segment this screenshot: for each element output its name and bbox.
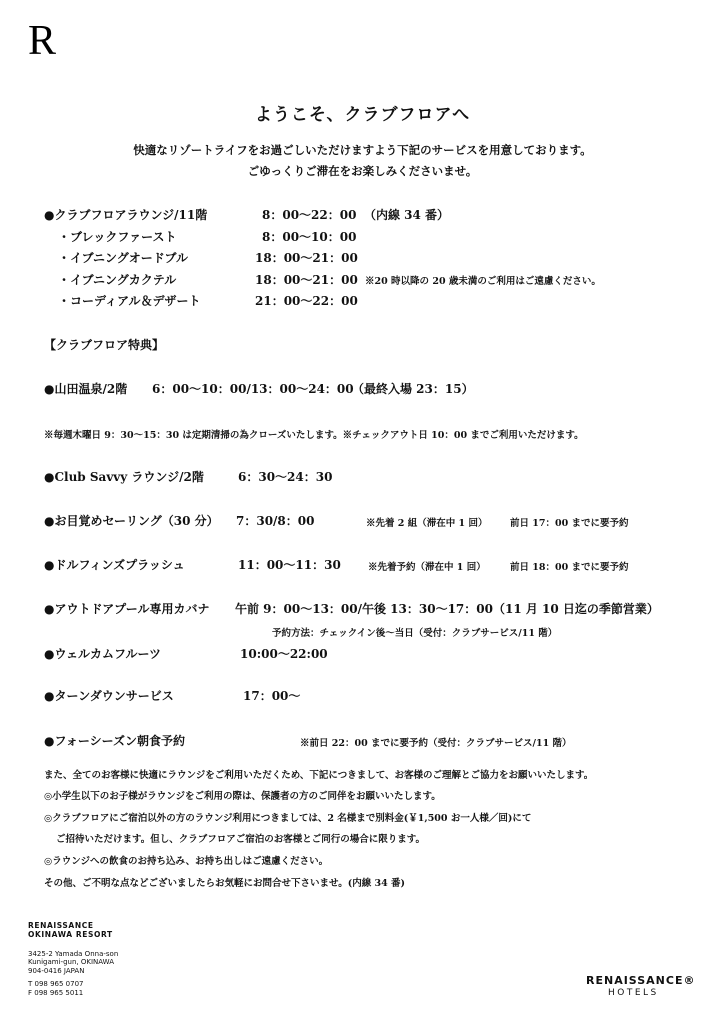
footer-address-line-2: Kunigami-gun, OKINAWA	[28, 958, 114, 967]
footer-hotel-name-line-2: OKINAWA RESORT	[28, 929, 113, 939]
onsen-note: ※毎週木曜日 9：30〜15：30 は定期清掃の為クローズいたします。※チェックアウト日 10：00 までご利用いただけます。	[44, 430, 584, 441]
fourseasons-note: ※前日 22：00 までに要予約（受付：クラブサービス/11 階）	[300, 738, 572, 749]
notes-line-1: また、全てのお客様に快適にラウンジをご利用いただくため、下記につきまして、お客様のご理解とご協力をお願いいたします。	[44, 770, 594, 781]
onsen-last-entry: （最終入場 23：15）	[352, 382, 474, 396]
lounge-item-cocktail-hours: 18：00〜21：00	[255, 273, 358, 287]
footer-hotel-name	[28, 922, 113, 939]
dolphin-note-1: ※先着予約（滞在中 1 回）	[368, 562, 486, 573]
lounge-item-breakfast: ・ブレックファースト	[58, 230, 177, 244]
footer-address-line-1: 3425-2 Yamada Onna-son	[28, 950, 119, 958]
notes-line-5: ◎ラウンジへの飲食のお持ち込み、お持ち出しはご遠慮ください。	[44, 856, 329, 867]
lounge-item-breakfast-hours: 8：00〜10：00	[262, 230, 357, 244]
onsen-name: ●山田温泉/2階	[44, 382, 128, 396]
notes-line-2: ◎小学生以下のお子様がラウンジをご利用の際は、保護者の方のご同伴をお願いいたします。	[44, 791, 441, 802]
onsen-hours: 6：00〜10：00/13：00〜24：00	[152, 382, 354, 396]
cabana-hours: 午前 9：00〜13：00/午後 13：30〜17：00（11 月 10 日迄の季節営業）	[235, 602, 659, 616]
lounge-item-cocktail: ・イブニングカクテル	[58, 273, 177, 287]
turndown-hours: 17：00〜	[243, 689, 301, 703]
lounge-name: ●クラブフロアラウンジ/11階	[44, 208, 208, 222]
lounge-item-cordial: ・コーディアル＆デザート	[58, 294, 201, 308]
lounge-item-hors-doeuvres-hours: 18：00〜21：00	[255, 251, 358, 265]
cabana-name: ●アウトドアプール専用カバナ	[44, 602, 210, 616]
intro-line-1: 快適なリゾートライフをお過ごしいただけますよう下記のサービスを用意しております。	[133, 143, 592, 157]
footer-hotel-name-line-1: RENAISSANCE	[28, 921, 94, 930]
notes-line-6: その他、ご不明な点などございましたらお気軽にお問合せ下さいませ。(内線 34 番)	[44, 878, 406, 889]
footer-fax: F 098 965 5011	[28, 989, 84, 998]
privileges-heading: 【クラブフロア特典】	[44, 338, 165, 352]
sailing-name: ●お目覚めセーリング（30 分）	[44, 514, 219, 528]
sailing-note-2: 前日 17：00 までに要予約	[510, 518, 629, 529]
savvy-hours: 6：30〜24：30	[238, 470, 333, 484]
brand-logo-sub: HOTELS	[608, 988, 659, 998]
fruits-hours: 10:00〜22:00	[240, 647, 328, 661]
footer-contact	[28, 980, 84, 999]
fruits-name: ●ウェルカムフルーツ	[44, 647, 162, 661]
lounge-item-cocktail-note: ※20 時以降の 20 歳未満のご利用はご遠慮ください。	[365, 276, 601, 287]
turndown-name: ●ターンダウンサービス	[44, 689, 174, 703]
footer-address	[28, 950, 118, 975]
savvy-name: ●Club Savvy ラウンジ/2階	[44, 470, 204, 484]
cabana-reserve: 予約方法：チェックイン後〜当日（受付：クラブサービス/11 階）	[272, 628, 558, 639]
dolphin-hours: 11：00〜11：30	[238, 558, 341, 572]
lounge-hours: 8：00〜22：00	[262, 208, 357, 222]
sailing-hours: 7：30/8：00	[236, 514, 315, 528]
page-title: ようこそ、クラブフロアへ	[254, 105, 471, 125]
footer-address-line-3: 904-0416 JAPAN	[28, 966, 85, 975]
intro-line-2: ごゆっくりご滞在をお楽しみくださいませ。	[247, 164, 478, 178]
lounge-item-hors-doeuvres: ・イブニングオードブル	[58, 251, 188, 265]
lounge-item-cordial-hours: 21：00〜22：00	[255, 294, 358, 308]
dolphin-name: ●ドルフィンズプラッシュ	[44, 558, 185, 572]
renaissance-r-logo: R	[28, 18, 57, 64]
fourseasons-name: ●フォーシーズン朝食予約	[44, 734, 186, 748]
dolphin-note-2: 前日 18：00 までに要予約	[510, 562, 629, 573]
lounge-extension: （内線 34 番）	[364, 208, 450, 222]
footer-telephone: T 098 965 0707	[28, 980, 84, 988]
brand-logo-name: RENAISSANCE®	[586, 974, 696, 987]
notes-line-3: ◎クラブフロアにご宿泊以外の方のラウンジ利用につきましては、2 名様まで別料金(￥1,500 お一人様／回)にて	[44, 813, 532, 824]
sailing-note-1: ※先着 2 組（滞在中 1 回）	[366, 518, 488, 529]
notes-line-4: ご招待いただけます。但し、クラブフロアご宿泊のお客様とご同行の場合に限ります。	[56, 834, 425, 845]
